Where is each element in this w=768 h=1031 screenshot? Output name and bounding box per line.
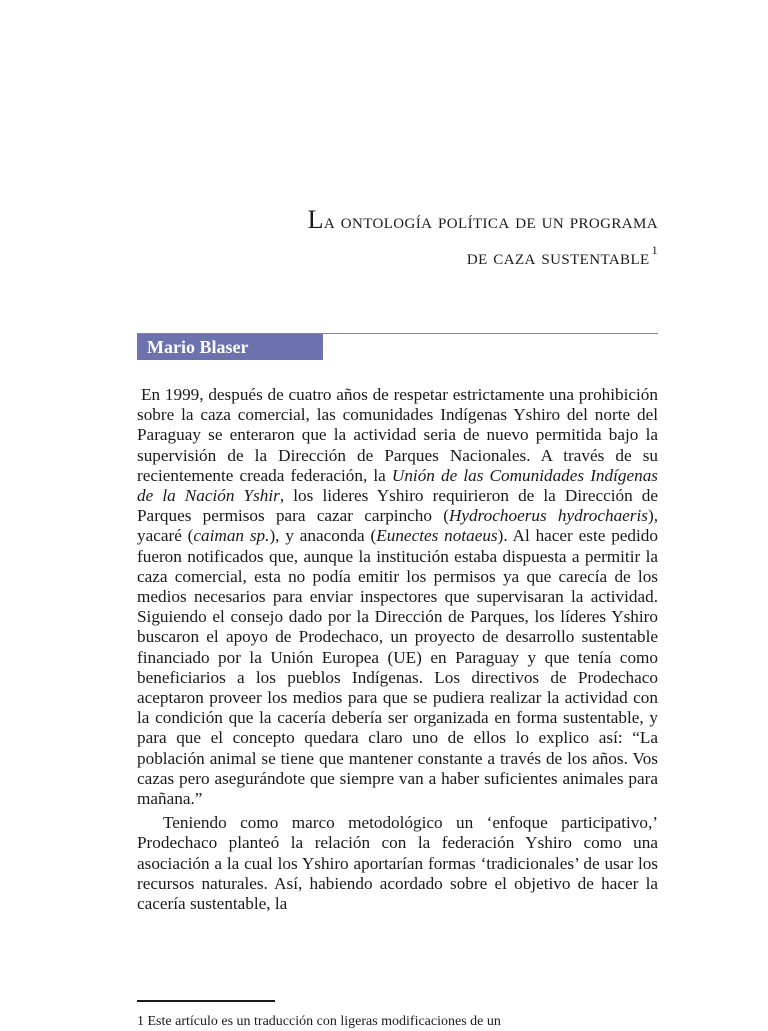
- article-body: [137, 385, 658, 914]
- footnote-text: 1 Este artículo es un traducción con ligeras modificaciones de un: [137, 1014, 501, 1029]
- paragraph-1-text-4: ), y anaconda (: [269, 526, 377, 546]
- paragraph-1-italic-federation: Unión de las Comunidades Indígenas de la Nación Yshir: [137, 465, 658, 506]
- paragraph-1-text-2: , los lideres Yshiro requirieron de la Dirección de Parques permisos para cazar carpincho (: [137, 486, 659, 526]
- article-title-line-2: [308, 236, 658, 272]
- paragraph-1-text-1: En 1999, después de cuatro años de respetar estrictamente una prohibición sobre la caza comercial, las comunidades Indígenas Yshiro del norte del Paraguay se enteraron que la actividad seria de nuevo permitida bajo la supervisión de la Dirección de Parques Nacionales. A través de su recientemente creada federación, la: [137, 385, 658, 485]
- article-title: [308, 205, 658, 272]
- title-footnote-marker: 1: [651, 243, 658, 257]
- paragraph-1-text-3: ), yacaré (: [137, 506, 658, 546]
- article-title-line-2-text: de caza sustentable: [466, 245, 650, 269]
- paragraph-1-text-5: ). Al hacer este pedido fueron notificados que, aunque la institución estaba dispuesta a permitir la caza comercial, esta no podía emitir los permisos ya que carecía de los medios necesarios para enviar inspectores que supervisaran la actividad. Siguiendo el consejo dado por la Dirección de Parques, los líderes Yshiro buscaron el apoyo de Prodechaco, un proyecto de desarrollo sustentable financiado por la Unión Europea (UE) en Paraguay y que tenía como beneficiarios a los pueblos Indígenas. Los directivos de Prodechaco aceptaron proveer los medios para que se pudiera realizar la actividad con la condición que la cacería debería ser organizada en forma sustentable, y para que el concepto quedara claro uno de ellos lo explico así: “La población animal se tiene que mantener constante a través de los años. Vos cazas pero asegurándote que siempre van a haber suficientes animales para mañana.”: [137, 526, 658, 809]
- paragraph-2: Teniendo como marco metodológico un ‘enfoque participativo,’ Prodechaco planteó la relación con la federación Yshiro como una asociación a la cual los Yshiro aportarían formas ‘tradicionales’ de usar los recursos naturales. Así, habiendo acordado sobre el objetivo de hacer la cacería sustentable, la: [137, 813, 658, 914]
- paragraph-1-italic-anaconda: Eunectes notaeus: [376, 526, 498, 546]
- paragraph-1-italic-carpincho: Hydrochoerus hydrochaeris: [448, 506, 648, 526]
- paragraph-1: [137, 385, 658, 809]
- article-title-line-1: La ontología política de un programa: [307, 205, 658, 234]
- footnote-divider: [137, 1000, 275, 1002]
- paragraph-1-italic-yacare: caiman sp.: [193, 526, 270, 546]
- author-label: Mario Blaser: [137, 334, 323, 360]
